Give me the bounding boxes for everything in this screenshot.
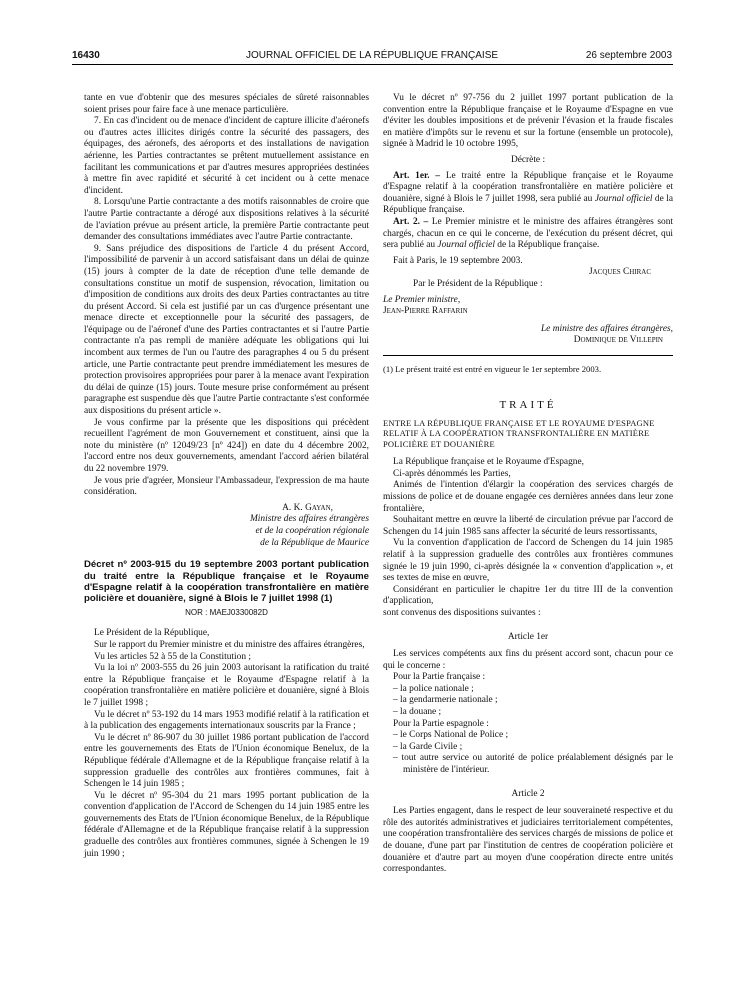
ministre-title: Le ministre des affaires étrangères, [540, 323, 673, 334]
fait-a-paris: Fait à Paris, le 19 septembre 2003. [393, 255, 523, 266]
signatory-title: Ministre des affaires étrangères [250, 514, 369, 525]
list-item: – la police nationale ; [393, 683, 474, 694]
article-label: Art. 1er. – [393, 170, 441, 181]
treaty-heading: TRAITÉ [499, 399, 557, 412]
premier-ministre-title: Le Premier ministre, [383, 294, 461, 305]
ministre-name: Dominique de Villepin [573, 335, 663, 346]
par-le-president: Par le Président de la République : [413, 278, 543, 289]
premier-ministre-name: Jean-Pierre Raffarin [383, 306, 468, 317]
signatory-name: A. K. Gayan, [282, 502, 333, 513]
list-item: – le Corps National de Police ; [393, 730, 509, 741]
right-column [383, 93, 673, 876]
paragraph: Je vous prie d'agréer, Monsieur l'Ambassadeur, l'expression de ma haute considération. [84, 475, 369, 498]
left-column [84, 93, 369, 860]
article-1-decree [383, 171, 673, 217]
preamble-line: Vu la convention d'application de l'accord de Schengen du 14 juin 1985 relatif à la suppression graduelle des contrôles aux frontières communes signée le 19 juin 1990, ci-après désignée la « convention d'application », et ses textes de mise en œuvre, [383, 538, 673, 584]
visa: Vu le décret nº 97-756 du 2 juillet 1997 portant publication de la convention entre la République française et le Royaume d'Espagne en vue d'éviter les doubles impositions et de prévenir l'évasion et la fraude fiscales en matière d'impôts sur le revenu et sur la fortune (ensemble un protocole), signée à Madrid le 10 octobre 1995, [383, 93, 673, 150]
preamble-line: La République française et le Royaume d'Espagne, [393, 457, 584, 468]
spanish-services-list [383, 730, 673, 776]
list-item: – la gendarmerie nationale ; [393, 695, 498, 706]
visa: Vu la loi nº 2003-555 du 26 juin 2003 autorisant la ratification du traité entre la République française et le Royaume d'Espagne relatif à la coopération transfrontalière en matière policière et douanière, signé à Blois le 7 juillet 1998 ; [84, 663, 369, 708]
article-2-text: Les Parties engagent, dans le respect de leur souveraineté respective et du rôle des autorités administratives et judiciaires territorialement compétentes, une coopération transfrontalière des services chargés de missions de police et de douane, d'une part par l'institution de centres de coopération policière et douanière et d'autre part au moyen d'une coopération directe entre unités correspondantes. [383, 806, 673, 875]
paragraph: Je vous confirme par la présente que les dispositions qui précèdent recueillent l'agrément de mon Gouvernement et constituent, ainsi que la note du ministère (nº 12049/23 [nº 424]) en date du 4 décembre 2002, l'accord entre nos deux gouvernements, amendant l'accord aérien bilatéral du 22 novembre 1979. [84, 417, 369, 474]
article-label: Art. 2. – [393, 216, 429, 227]
visa: Vu le décret nº 95-304 du 21 mars 1995 portant publication de la convention d'application de l'Accord de Schengen du 14 juin 1985 entre les gouvernements des Etats de l'Union économique Benelux, de la République fédérale d'Allemagne et de la République française relatif à la suppression graduelle des contrôles aux frontières communes, signée à Schengen le 19 juin 1990 ; [84, 790, 369, 859]
visa: Vu le décret nº 53-192 du 14 mars 1953 modifié relatif à la ratification et à la publication des engagements internationaux souscrits par la France ; [84, 709, 369, 732]
article-2-heading: Article 2 [511, 788, 545, 799]
article-2-decree [383, 217, 673, 252]
preamble-line: Animés de l'intention d'élargir la coopération des services chargés de missions de police et de douane engagée ces dernières années dans leur zone frontalière, [383, 480, 673, 514]
page-header [72, 50, 672, 64]
party-label: Pour la Partie française : [393, 672, 486, 683]
signatory-title: et de la coopération régionale [255, 525, 369, 536]
article-1-heading: Article 1er [507, 631, 549, 642]
signature-president: Jacques Chirac [588, 267, 651, 278]
visa: Sur le rapport du Premier ministre et du ministre des affaires étrangères, [94, 639, 365, 650]
journal-ref: Journal officiel [594, 193, 653, 204]
header-rule [72, 64, 673, 65]
list-item: – la Garde Civile ; [393, 741, 463, 752]
list-item: – la douane ; [393, 707, 442, 718]
convenus: sont convenus des dispositions suivantes : [383, 607, 541, 618]
paragraph: 9. Sans préjudice des dispositions de l'article 4 du présent Accord, l'impossibilité de parvenir à un accord satisfaisant dans un délai de quinze (15) jours à compter de la date de réception d'une telle demande de consultations constitue un motif de suspension, révocation, limitation ou d'imposition de conditions aux droits des deux Parties contractantes au titre du présent Accord. Si cela est justifié par un cas d'urgence présentant une menace directe et exceptionnelle pour la sécurité des passagers, de l'équipage ou de l'aéronef d'une des Parties contractantes et si l'autre Partie contractante n'a pas rempli de manière adéquate les obligations qui lui incombent aux termes de l'un ou l'autre des paragraphes 4 ou 5 du présent article, une Partie contractante peut prendre immédiatement les mesures de protection provisoires appropriées pour parer à la menace avant l'expiration du délai de quinze (15) jours. Toute mesure prise conformément au présent paragraphe est suspendue dès que l'autre Partie contractante s'est conformée aux dispositions du présent article ». [84, 243, 369, 417]
journal-ref: Journal officiel [437, 240, 495, 251]
party-label: Pour la Partie espagnole : [393, 718, 489, 729]
preamble-line: Ci-après dénommés les Parties, [393, 468, 511, 479]
footnote-rule [383, 355, 673, 356]
preamble-line: Souhaitant mettre en œuvre la liberté de circulation prévue par l'accord de Schengen du 14 juin 1985 sans affecter la sécurité de leurs ressortissants, [383, 515, 673, 537]
article-text: de la République française. [494, 240, 600, 251]
preamble-line: Considérant en particulier le chapitre 1er du titre III de la convention d'application, [383, 584, 673, 607]
list-item: – tout autre service ou autorité de police préalablement désignés par le ministère de l'intérieur. [393, 753, 673, 776]
article-text: Le Premier ministre et le ministre des affaires étrangères sont chargés, chacun en ce qui le concerne, de l'exécution du présent décret, qui sera publié au [383, 216, 673, 251]
french-services-list [383, 684, 673, 719]
treaty-title: ENTRE LA RÉPUBLIQUE FRANÇAISE ET LE ROYAUME D'ESPAGNE RELATIF À LA COOPÉRATION TRANSFRONTALIÈRE EN MATIÈRE POLICIÈRE ET DOUANIÈRE [383, 417, 655, 449]
signatory-title: de la République de Maurice [260, 537, 369, 548]
article-text: Le traité entre la République française et le Royaume d'Espagne relatif à la coopération transfrontalière en matière policière et douanière, signé à Blois le 7 juillet 1998, sera publié au [383, 170, 673, 204]
decree-title: Décret nº 2003-915 du 19 septembre 2003 portant publication du traité entre la République française et le Royaume d'Espagne relatif à la coopération transfrontalière en matière policière et douanière, signé à Blois le 7 juillet 1998 (1) [84, 559, 369, 605]
visa: Vu le décret nº 86-907 du 30 juillet 1986 portant publication de l'accord entre les gouvernements des Etats de l'Union économique Benelux, de la République fédérale d'Allemagne et de la République française relatif à la suppression graduelle des contrôles aux frontières communes, fait à Schengen le 14 juin 1985 ; [84, 732, 369, 790]
visa: Vu les articles 52 à 55 de la Constitution ; [94, 651, 251, 662]
issue-date: 26 septembre 2003 [585, 50, 672, 61]
article-1-intro: Les services compétents aux fins du présent accord sont, chacun pour ce qui le concerne : [383, 649, 673, 671]
paragraph: 7. En cas d'incident ou de menace d'incident de capture illicite d'aéronefs ou d'autres actes illicites dirigés contre la sécurité des passagers, des équipages, des aéronefs, des aéroports et des installations de navigation aérienne, les Parties contractantes se prêtent mutuellement assistance en facilitant les communications et par d'autres mesures appropriées destinées à mettre fin avec rapidité et sécurité à cet incident ou à cette menace d'incident. [84, 116, 369, 196]
footnote: (1) Le présent traité est entré en vigueur le 1er septembre 2003. [383, 363, 602, 374]
nor-reference: NOR : MAEJ0330082D [185, 607, 268, 617]
journal-title: JOURNAL OFFICIEL DE LA RÉPUBLIQUE FRANÇAISE [245, 50, 499, 61]
page-number: 16430 [72, 50, 100, 61]
decrete: Décrète : [510, 154, 546, 165]
visa: Le Président de la République, [94, 628, 210, 639]
paragraph: tante en vue d'obtenir que des mesures spéciales de sûreté raisonnables soient prises pour faire face à une menace particulière. [84, 93, 369, 115]
article-text: de la République française. [383, 193, 673, 216]
paragraph: 8. Lorsqu'une Partie contractante a des motifs raisonnables de croire que l'autre Partie contractante a dérogé aux dispositions relatives à la sécurité de l'aviation prévue au présent article, la première Partie contractante peut demander des consultations immédiates avec l'autre Partie contractante. [84, 197, 369, 243]
